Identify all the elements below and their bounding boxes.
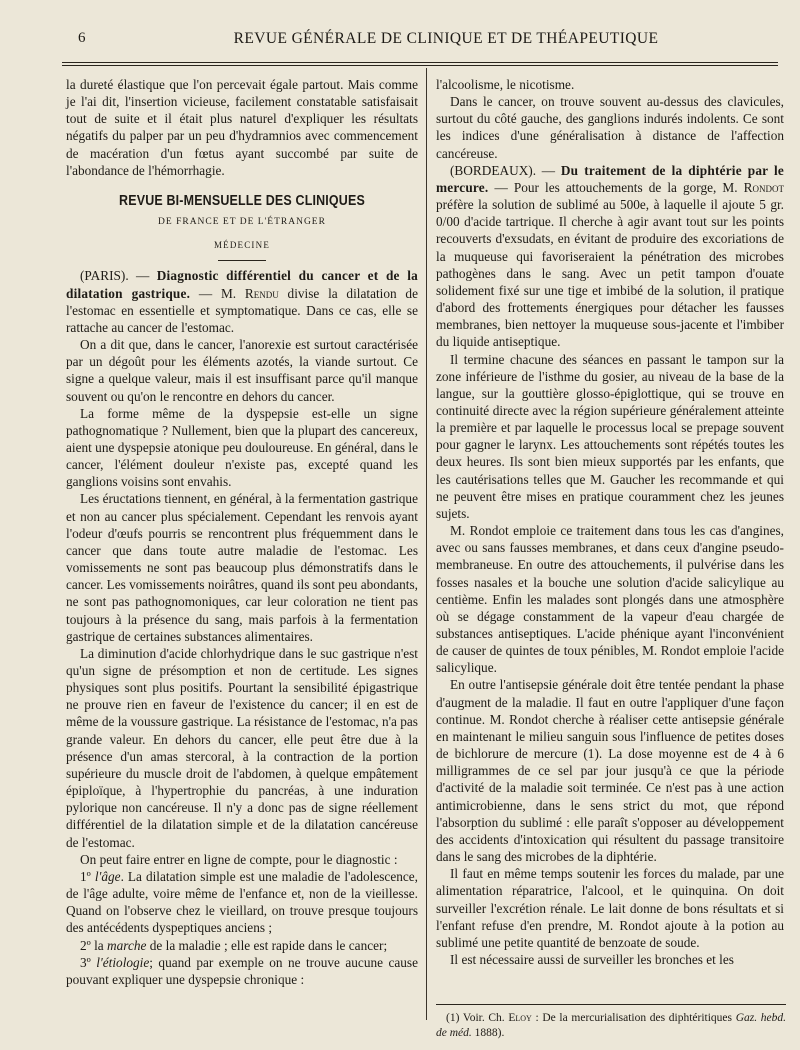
item-key: l'âge	[94, 868, 121, 884]
paragraph: Dans le cancer, on trouve souvent au-dessus des clavicules, surtout du côté gauche, des ganglions indurés indolents. Ce sont les indices d'une généralisation à distance de l'affection cancéreuse.	[436, 94, 784, 161]
text-fragment: — Pour les attouchements de la gorge, M.	[494, 179, 738, 195]
paragraph: En outre l'antisepsie générale doit être tentée pendant la phase d'augment de la maladie. Il faut en outre l'appliquer d'une façon continue. M. Rondot cherche à réaliser cette antisepsie générale en maintenant le milieu sanguin sous l'influence de petites doses de bichlorure de mercure (1). La dose moyenne est de 4 à 6 milligrammes de ce sel par jour jusqu'à ce que la période d'activité de la maladie soit terminée. Ce n'est pas à une action antimicrobienne, dans le sens strict du mot, que répond l'absorption du sublimé : elle paraît s'opposer au développement des accidents d'intoxication qui résultent du passage transitoire dans le sang des microbes de la diphtérie.	[436, 677, 784, 865]
author-name: Eloy	[508, 1012, 532, 1024]
footnote-rule	[436, 1004, 786, 1005]
column-divider	[426, 68, 427, 1020]
footnote	[436, 1011, 786, 1041]
paragraph-bordeaux	[436, 162, 784, 351]
author-name: Rendu	[244, 285, 279, 301]
paragraph: Il termine chacune des séances en passant le tampon sur la zone inférieure de l'isthme du gosier, au niveau de la base de la langue, sur la gouttière glosso-épiglottique, qui se trouve en continuité directe avec la région supérieure généralement atteinte la première et par laquelle le processus local se prepage souvent pour gagner le larynx. Les attouchements sont répétés toutes les deux heures. Ils sont bien mieux supportés par les enfants, que les cautérisations telles que M. Gaucher les recommande et qui ne peuvent être mises en pratique couramment chez les jeunes sujets.	[436, 351, 784, 521]
paragraph: la dureté élastique que l'on percevait égale partout. Mais comme je l'ai dit, l'insertion vicieuse, facilement constatable satisfaisait tout de suite et il était plus naturel d'expliquer les résultats négatifs du palper par un peu d'hydramnios avec commencement de macération d'un fœtus ayant succombé par suite de l'abondance de l'hémorrhagie.	[66, 77, 418, 178]
header-rule-thin	[62, 65, 778, 66]
left-column	[66, 76, 418, 988]
section-subtitle-medecine: MÉDECINE	[213, 240, 271, 251]
paragraph: On peut faire entrer en ligne de compte, pour le diagnostic :	[80, 851, 398, 867]
text-fragment: la	[94, 937, 104, 953]
text-fragment: préfère la solution de sublimé au 500e, à laquelle il ajoute 5 gr. 0/00 d'acide tartrique. Il cherche à agir avant tout sur les points recouverts d'exsudats, en évitant de produire des excoriations de la muqueuse qui favoriseraient la pénétration des microbes pathogènes dans le sang. Avec un petit tampon d'ouate solidement fixé sur une tige et imbibé de la solution, il pratique d'abord des frottements énergiques pour détacher les fausses membranes, bien nettoyer la muqueuse sous-jacente et l'imbiber du liquide antiseptique.	[436, 197, 784, 350]
footnote-text	[436, 1011, 786, 1041]
item-number: 2º	[80, 937, 91, 953]
item-text: . La dilatation simple est une maladie de l'adolescence, de l'âge adulte, voire même de l'enfance et, non de la vieillesse. Quand on l'observe chez le vieillard, on trouve presque toujours des antécédents dyspeptiques anciens ;	[66, 868, 418, 936]
page-header	[60, 28, 772, 54]
paragraph: Il faut en même temps soutenir les forces du malade, par une alimentation réparatrice, l'alcool, et le quinquina. On doit surveiller l'excrétion rénale. Le lait donne de bons résultats et si l'enfant refuse d'en prendre, M. Rondot ajoute à la potion au sublimé une petite quantité de benzoate de soude.	[436, 866, 784, 950]
section-rule	[218, 260, 266, 261]
paragraph: Les éructations tiennent, en général, à la fermentation gastrique et non au cancer plus spécialement. Cependant les renvois ayant l'odeur d'œufs pourris se rencontrent plus fréquemment dans le cancer que dans toute autre maladie de l'estomac. Les vomissements ne sont pas beaucoup plus démonstratifs dans le cancer. Les vomissements noirâtres, quand ils sont peu abondants, ne sont pas pathognomoniques, car leur coloration ne tient pas toujours à la présence du sang, mais parfois à la fermentation gastrique de certaines substances alimentaires.	[66, 491, 418, 644]
item-key: marche	[107, 937, 147, 953]
list-item	[66, 868, 418, 937]
item-text: de la maladie ; elle est rapide dans le cancer;	[149, 937, 388, 953]
header-rule	[62, 62, 778, 63]
section-subtitle: DE FRANCE ET DE L'ÉTRANGER	[158, 217, 326, 228]
article-title: Diagnostic différentiel du cancer et de la dilatation gastrique.	[66, 268, 418, 301]
section-title: REVUE BI-MENSUELLE DES CLINIQUES	[119, 192, 365, 209]
paragraph: Il est nécessaire aussi de surveiller les bronches et les	[450, 951, 734, 967]
paragraph: La forme même de la dyspepsie est-elle un signe pathognomatique ? Nullement, bien que la plupart des cancereux, aient une dyspepsie atonique peu douloureuse. En général, dans le cancer, l'élément douleur n'existe pas, excepté quand les ganglions voisins sont envahis.	[66, 405, 418, 490]
item-text: ; quand par exemple on ne trouve aucune cause pouvant expliquer une dyspepsie chronique :	[66, 954, 418, 987]
paragraph: l'alcoolisme, le nicotisme.	[436, 77, 575, 92]
page-number: 6	[78, 30, 86, 46]
item-key: l'étiologie	[96, 954, 150, 970]
author-name: Rondot	[743, 179, 784, 195]
journal-name: Gaz. hebd. de méd.	[436, 1012, 787, 1039]
text-fragment: 1888).	[474, 1027, 505, 1039]
city-label: (PARIS). —	[80, 268, 150, 284]
list-item	[66, 937, 418, 954]
list-item	[66, 954, 418, 988]
right-column	[436, 76, 784, 968]
text-fragment: divise la dilatation de l'estomac en essentielle et symptomatique. Dans ce cas, elle se rattache au cancer de l'estomac.	[66, 285, 418, 335]
item-number: 3º	[80, 954, 91, 970]
city-label: (BORDEAUX). —	[450, 162, 556, 178]
paragraph: M. Rondot emploie ce traitement dans tous les cas d'angines, avec ou sans fausses membranes, et dans ceux d'angine pseudo-membraneuse. En outre des attouchements, il pulvérise dans les fosses nasales et la bouche une solution d'acide salicylique au centième. Enfin les malades sont plongés dans une atmosphère où se dégage constamment de la vapeur d'eau chargée de substances antiseptiques. L'acide phénique ayant l'inconvénient de causer de quintes de toux pénibles, M. Rondot emploie l'acide salicylique.	[436, 523, 784, 676]
paragraph-paris	[66, 267, 418, 336]
text-fragment: (1) Voir. Ch.	[446, 1012, 505, 1024]
running-title: REVUE GÉNÉRALE DE CLINIQUE ET DE THÉAPEUTIQUE	[233, 30, 659, 47]
paragraph: On a dit que, dans le cancer, l'anorexie est surtout caractérisée par un dégoût pour les éléments azotés, la viande surtout. Ce signe a quelque valeur, mais il est insuffisant parce qu'il manque souvent ou qu'on le rencontre en dehors du cancer.	[66, 337, 418, 404]
article-title: Du traitement de la diphtérie par le mercure.	[436, 162, 784, 195]
text-fragment: — M.	[198, 285, 237, 301]
item-number: 1º	[80, 868, 91, 884]
paragraph: La diminution d'acide chlorhydrique dans le suc gastrique n'est qu'un signe de présomption et non de certitude. Les signes physiques sont plus positifs. Pourtant la sensibilité épigastrique ne prouve rien en faveur de l'existence du cancer; il en est de même de la voussure gastrique. La résistance de l'estomac, n'a pas grande valeur. En dehors du cancer, elle peut être due à la présence d'un amas stercoral, à la contraction de la portion supérieure du muscle droit de l'abdomen, à quelque empâtement épiploïque, à l'hypertrophie du pancréas, à une induration pylorique non cancéreuse. Il n'y a donc pas de signe réellement différentiel de la dilatation simple et de la dilatation cancéreuse de l'estomac.	[66, 645, 418, 850]
text-fragment: : De la mercurialisation des diphtéritiques	[535, 1012, 733, 1024]
